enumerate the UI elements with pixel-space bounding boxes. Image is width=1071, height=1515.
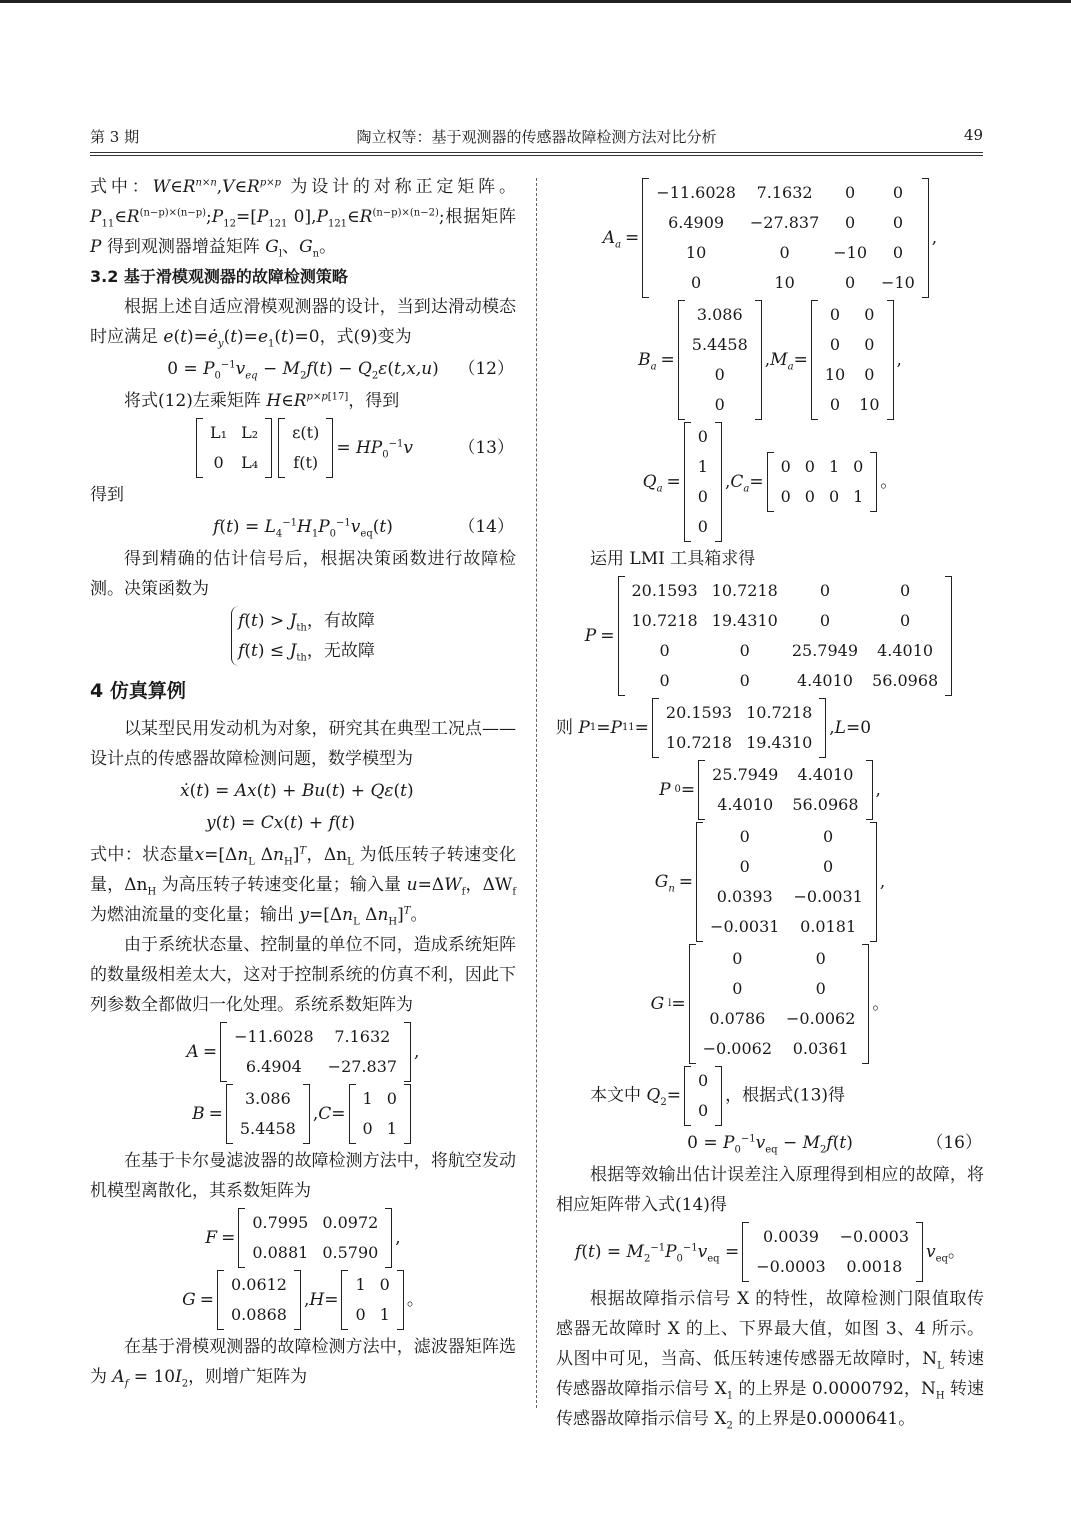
equation-f-result: $f(t) = M_2^{-1}P_0^{-1}v_{eq}$ = 0.0039 −0.0003 −0.0003 0.0018 $v_{eq}$。 (556, 1222, 984, 1282)
matrix-cell: 0 (900, 611, 911, 630)
paragraph-engine-model: 以某型民用发动机为对象，研究其在典型工况点——设计点的传感器故障检测问题，数学模型为 (90, 719, 516, 769)
matrix-cell: 0 (779, 243, 790, 262)
matrix-Aa (642, 178, 929, 298)
matrix-cell: 0 (900, 581, 911, 600)
matrix-cell: 0.0972 (322, 1213, 379, 1232)
matrix-cell: −0.0003 (756, 1257, 826, 1276)
equation-13: L₁ L₂ 0 L₄ ε(t) f(t) = $HP_0^{-1}v$ （13） (90, 418, 516, 478)
matrix-Ba (678, 300, 762, 420)
matrix-cell: 0 (804, 457, 815, 476)
paragraph-decision: 得到精确的估计信号后，根据决策函数进行故障检测。决策函数为 (90, 549, 516, 599)
state-equation: ẋ(t) = Ax(t) + Bu(t) + Qε(t) (180, 781, 414, 801)
matrix-cell: 0 (828, 487, 840, 506)
matrix-cell: 0 (845, 273, 856, 292)
matrix-cell: 0 (845, 213, 856, 232)
matrix-cell: −0.0062 (786, 1009, 856, 1028)
matrix-BaMa-row: $B_a$ = 3.086 5.4458 0 0 , $M_a$ = 0 0 0 0 10 0 0 10 , (556, 300, 984, 420)
matrix-cell: 0 (780, 457, 791, 476)
matrix-P-row: P = 20.1593 10.7218 0 0 10.7218 19.4310 0 0 0 0 25.7949 4.4010 0 0 4.4010 56.0968 (556, 576, 984, 696)
matrix-cell: −27.837 (749, 213, 820, 232)
matrix-cell: 0 (714, 365, 725, 384)
vector-eps-f (278, 418, 333, 478)
matrix-cell: 4.4010 (717, 795, 774, 814)
matrix-cell: 0 (823, 857, 834, 876)
matrix-cell: 0 (845, 183, 856, 202)
matrix-cell: 0 (829, 305, 841, 324)
matrix-cell: −27.837 (327, 1057, 398, 1076)
matrix-cell: 1 (355, 1275, 366, 1294)
matrix-cell: 0 (697, 487, 708, 506)
matrix-cell: 25.7949 (712, 765, 779, 784)
matrix-cell: 0 (864, 335, 875, 354)
matrix-Aa-row: $A_a$ = −11.6028 7.1632 0 0 6.4909 −27.837 0 0 10 0 −10 0 0 10 0 −10 , (556, 178, 984, 298)
matrix-cell: 19.4310 (711, 611, 778, 630)
matrix-cell: 0.0612 (231, 1275, 287, 1294)
matrix-cell: 0 (739, 641, 750, 660)
matrix-cell: 0 (697, 1071, 709, 1090)
matrix-cell: −11.6028 (656, 183, 736, 202)
matrix-P1-row: 则 P 1 = P 11 = 20.1593 10.7218 10.7218 19.4310 , L =0 (556, 698, 984, 758)
matrix-P (618, 576, 953, 696)
matrix-cell: 4.4010 (796, 671, 853, 690)
matrix-cell: −0.0003 (839, 1227, 910, 1246)
matrix-cell: 5.4458 (691, 335, 748, 354)
matrix-cell: 0.0361 (792, 1039, 849, 1058)
matrix-cell: 56.0968 (792, 795, 859, 814)
paragraph-matrix-def: 式中：$W\in R^{n\times n},V\in R^{p\times p}$ 为设计的对称正定矩阵。$P_{11}\in R^{(n-p)\times(n-p)};P_{12}=[P_{121}$ $0],P_{121}\in R^{(n-p)\times(n-2)}$;根据矩阵 P 得到观测器增益矩阵 $G_l$、$G_n$。 (90, 177, 517, 260)
matrix-cell: 0.5790 (322, 1243, 379, 1262)
header-rule (90, 152, 983, 156)
matrix-cell: 4.4010 (797, 765, 854, 784)
matrix-Gn (696, 822, 877, 942)
matrix-cell: 6.4904 (245, 1057, 302, 1076)
matrix-cell: 1 (828, 457, 840, 476)
matrix-cell: 0.0039 (762, 1227, 819, 1246)
matrix-cell: 10 (824, 365, 846, 384)
matrix-P0-row: P 0 = 25.7949 4.4010 4.4010 56.0968 , (556, 760, 984, 820)
matrix-cell: 0.7995 (252, 1213, 309, 1232)
matrix-cell: 0 (355, 1305, 366, 1324)
matrix-cell: −0.0031 (793, 887, 863, 906)
matrix-cell: 0 (697, 427, 708, 446)
matrix-cell: L₂ (241, 423, 259, 442)
matrix-cell: 25.7949 (791, 641, 859, 660)
paragraph-lmi: 运用 LMI 工具箱求得 (590, 549, 756, 569)
paragraph-smo: 在基于滑模观测器的故障检测方法中，滤波器矩阵选为 $A_f = 10I_2$，则增广矩阵为 (90, 1337, 516, 1390)
matrix-cell: 4.4010 (877, 641, 934, 660)
matrix-cell: 10 (774, 273, 795, 292)
matrix-cell: 0 (819, 611, 831, 630)
matrix-cell: 0 (780, 487, 791, 506)
matrix-f-result (742, 1222, 923, 1282)
issue-number: 第 3 期 (90, 128, 140, 146)
page-header (90, 122, 983, 150)
section-heading-4: 4 仿真算例 (90, 680, 186, 702)
column-divider (536, 178, 537, 1408)
matrix-cell: L₁ (210, 423, 228, 442)
matrix-cell: 0 (659, 671, 670, 690)
running-title: 陶立权等：基于观测器的传感器故障检测方法对比分析 (356, 128, 717, 146)
matrix-cell: 0.0786 (709, 1009, 766, 1028)
matrix-cell: 1 (362, 1089, 373, 1108)
matrix-cell: 10.7218 (746, 703, 813, 722)
matrix-BC-row: B = 3.086 5.4458 , C = 1 0 0 1 (90, 1084, 516, 1144)
matrix-cell: 0 (815, 979, 826, 998)
matrix-cell: −0.0062 (702, 1039, 773, 1058)
matrix-C (349, 1084, 411, 1144)
matrix-cell: 0 (362, 1119, 373, 1138)
equation-number: （14） (458, 517, 514, 537)
right-column (556, 176, 984, 1434)
matrix-G (217, 1270, 301, 1330)
matrix-cell: 1 (853, 487, 864, 506)
equation-number: （16） (926, 1133, 982, 1153)
matrix-A-row: A = −11.6028 7.1632 6.4904 −27.837 , (90, 1022, 516, 1082)
matrix-F-row: F = 0.7995 0.0972 0.0881 0.5790 , (90, 1208, 516, 1268)
output-equation: y(t) = Cx(t) + f(t) (206, 813, 355, 833)
matrix-cell: 10.7218 (631, 611, 698, 630)
matrix-Gl (689, 944, 870, 1064)
matrix-GH-row: G = 0.0612 0.0868 , H = 1 0 0 1 。 (90, 1270, 516, 1330)
matrix-A (220, 1022, 411, 1082)
paragraph-kalman: 在基于卡尔曼滤波器的故障检测方法中，将航空发动机模型离散化，其系数矩阵为 (90, 1151, 516, 1201)
equation-12: $0 = P_0^{-1}v_{eq} - M_2f(t) - Q_2\varepsilon(t,x,u)$ （12） (90, 354, 516, 384)
matrix-cell: −0.0031 (710, 917, 780, 936)
matrix-cell: 20.1593 (631, 581, 698, 600)
matrix-Gl-row: G l = 0 0 0 0 0.0786 −0.0062 −0.0062 0.0361 。 (556, 944, 984, 1064)
matrix-cell: 10 (685, 243, 707, 262)
top-rule (0, 0, 1071, 3)
matrix-cell: 7.1632 (756, 183, 813, 202)
matrix-cell: ε(t) (292, 423, 320, 442)
matrix-cell: 0 (739, 827, 750, 846)
matrix-cell: 7.1632 (334, 1027, 391, 1046)
matrix-cell: 0.0881 (252, 1243, 309, 1262)
matrix-cell: 0 (213, 453, 224, 472)
matrix-cell: 0 (892, 183, 903, 202)
paragraph-injection: 根据等效输出估计误差注入原理得到相应的故障，将相应矩阵带入式(14)得 (556, 1165, 984, 1215)
matrix-cell: 1 (379, 1305, 390, 1324)
matrix-cell: −10 (881, 273, 915, 292)
paragraph-sliding-mode: 根据上述自适应滑模观测器的设计，当到达滑动模态时应满足 $e(t)=ė_y(t)=e_1(t)=0$，式(9)变为 (90, 297, 516, 350)
equation-16: $0 = P_0^{-1}v_{eq} - M_2f(t)$ （16） (556, 1128, 984, 1158)
matrix-QaCa-row: $Q_a$ = 0 1 0 0 , $C_a$ = 0 0 1 0 0 0 0 1 。 (556, 422, 984, 542)
paragraph-normalize: 由于系统状态量、控制量的单位不同，造成系统矩阵的数量级相差太大，这对于控制系统的仿真不利，因此下列参数全都做归一化处理。系统系数矩阵为 (90, 935, 516, 1015)
matrix-cell: 0 (819, 581, 831, 600)
matrix-H (341, 1270, 403, 1330)
matrix-cell: 1 (697, 457, 708, 476)
matrix-cell: 0 (804, 487, 815, 506)
section-heading-3-2: 3.2 基于滑模观测器的故障检测策略 (90, 267, 348, 286)
matrix-cell: −10 (833, 243, 868, 262)
matrix-cell: 0 (659, 641, 670, 660)
matrix-cell: 0.0868 (231, 1305, 287, 1324)
matrix-cell: 0 (739, 671, 750, 690)
matrix-cell: 0 (714, 395, 725, 414)
matrix-cell: L₄ (241, 453, 259, 472)
matrix-cell: 0 (732, 979, 743, 998)
paragraph-left-multiply: 将式(12)左乘矩阵 $H\in R^{p\times p[17]}$，得到 (124, 391, 400, 411)
matrix-cell: 10.7218 (665, 733, 733, 752)
paragraph-q2: 本文中 $Q_2=$ 0 0 ，根据式(13)得 (556, 1066, 984, 1126)
matrix-cell: 0 (823, 827, 834, 846)
matrix-cell: 5.4458 (239, 1119, 296, 1138)
matrix-cell: 6.4909 (668, 213, 725, 232)
matrix-cell: 0 (739, 857, 750, 876)
matrix-cell: 0 (386, 1089, 397, 1108)
matrix-cell: 19.4310 (746, 733, 813, 752)
matrix-cell: 0 (892, 213, 903, 232)
matrix-cell: 0 (815, 949, 826, 968)
matrix-Qa (684, 422, 722, 542)
matrix-cell: 0 (829, 335, 841, 354)
matrix-cell: 0 (829, 395, 841, 414)
matrix-cell: f(t) (293, 453, 319, 472)
matrix-cell: 0 (690, 273, 702, 292)
matrix-cell: 0 (379, 1275, 390, 1294)
matrix-cell: 0.0393 (716, 887, 773, 906)
matrix-L (196, 418, 272, 478)
matrix-cell: 0.0181 (800, 917, 857, 936)
matrix-cell: 1 (386, 1119, 397, 1138)
matrix-B (226, 1084, 310, 1144)
matrix-P0 (698, 760, 872, 820)
matrix-cell: 0 (864, 305, 875, 324)
matrix-cell: 0.0018 (846, 1257, 903, 1276)
paragraph-obtain: 得到 (90, 485, 124, 505)
decision-function: $f(t) > J_{th}$，有故障 $f(t) \le J_{th}$，无故障 (90, 606, 516, 666)
matrix-cell: 10.7218 (711, 581, 778, 600)
equation-number: （13） (458, 438, 514, 458)
paragraph-threshold: 根据故障指示信号 X 的特性，故障检测门限值取传感器无故障时 X 的上、下界最大值，如图 3、4 所示。从图中可见，当高、低压转速传感器无故障时，$N_L$ 转速传感器故障指示信号 $X_1$ 的上界是 0.0000792，$N_H$ 转速传感器故障指示信号 $X_2$ 的上界是0.0000641。 (556, 1289, 985, 1432)
paragraph-variables: 式中：状态量$x=[\Delta n_L$ $\Delta n_H]^T$，$\Delta n_L$ 为低压转子转速变化量，$\Delta n_H$ 为高压转子转速变化量；输入量 $u=\Delta W_f$，$\Delta W_f$ 为燃油流量的变化量；输出 $y=[\Delta n_L$ $\Delta n_H]^T$。 (90, 845, 517, 928)
matrix-Ca (767, 452, 878, 512)
equation-number: （12） (458, 359, 514, 379)
matrix-F (238, 1208, 392, 1268)
matrix-P1 (652, 698, 826, 758)
matrix-Ma (811, 300, 894, 420)
matrix-cell: 56.0968 (872, 671, 939, 690)
matrix-cell: 0 (697, 1101, 709, 1120)
matrix-cell: 0 (697, 517, 708, 536)
matrix-cell: 20.1593 (665, 703, 733, 722)
matrix-cell: −11.6028 (234, 1027, 314, 1046)
left-column (90, 172, 516, 1392)
matrix-cell: 0 (853, 457, 864, 476)
matrix-cell: 0 (732, 949, 743, 968)
matrix-cell: 0 (864, 365, 875, 384)
matrix-cell: 0 (892, 243, 903, 262)
matrix-Q2 (684, 1066, 722, 1126)
page-number: 49 (963, 126, 983, 144)
matrix-Gn-row: $G_n$ = 0 0 0 0 0.0393 −0.0031 −0.0031 0.0181 , (556, 822, 984, 942)
matrix-cell: 3.086 (696, 305, 743, 324)
matrix-cell: 10 (859, 395, 880, 414)
equation-14: $f(t) = L_4^{-1}H_1P_0^{-1}v_{eq}(t)$ （14） (90, 512, 516, 542)
matrix-cell: 3.086 (244, 1089, 291, 1108)
